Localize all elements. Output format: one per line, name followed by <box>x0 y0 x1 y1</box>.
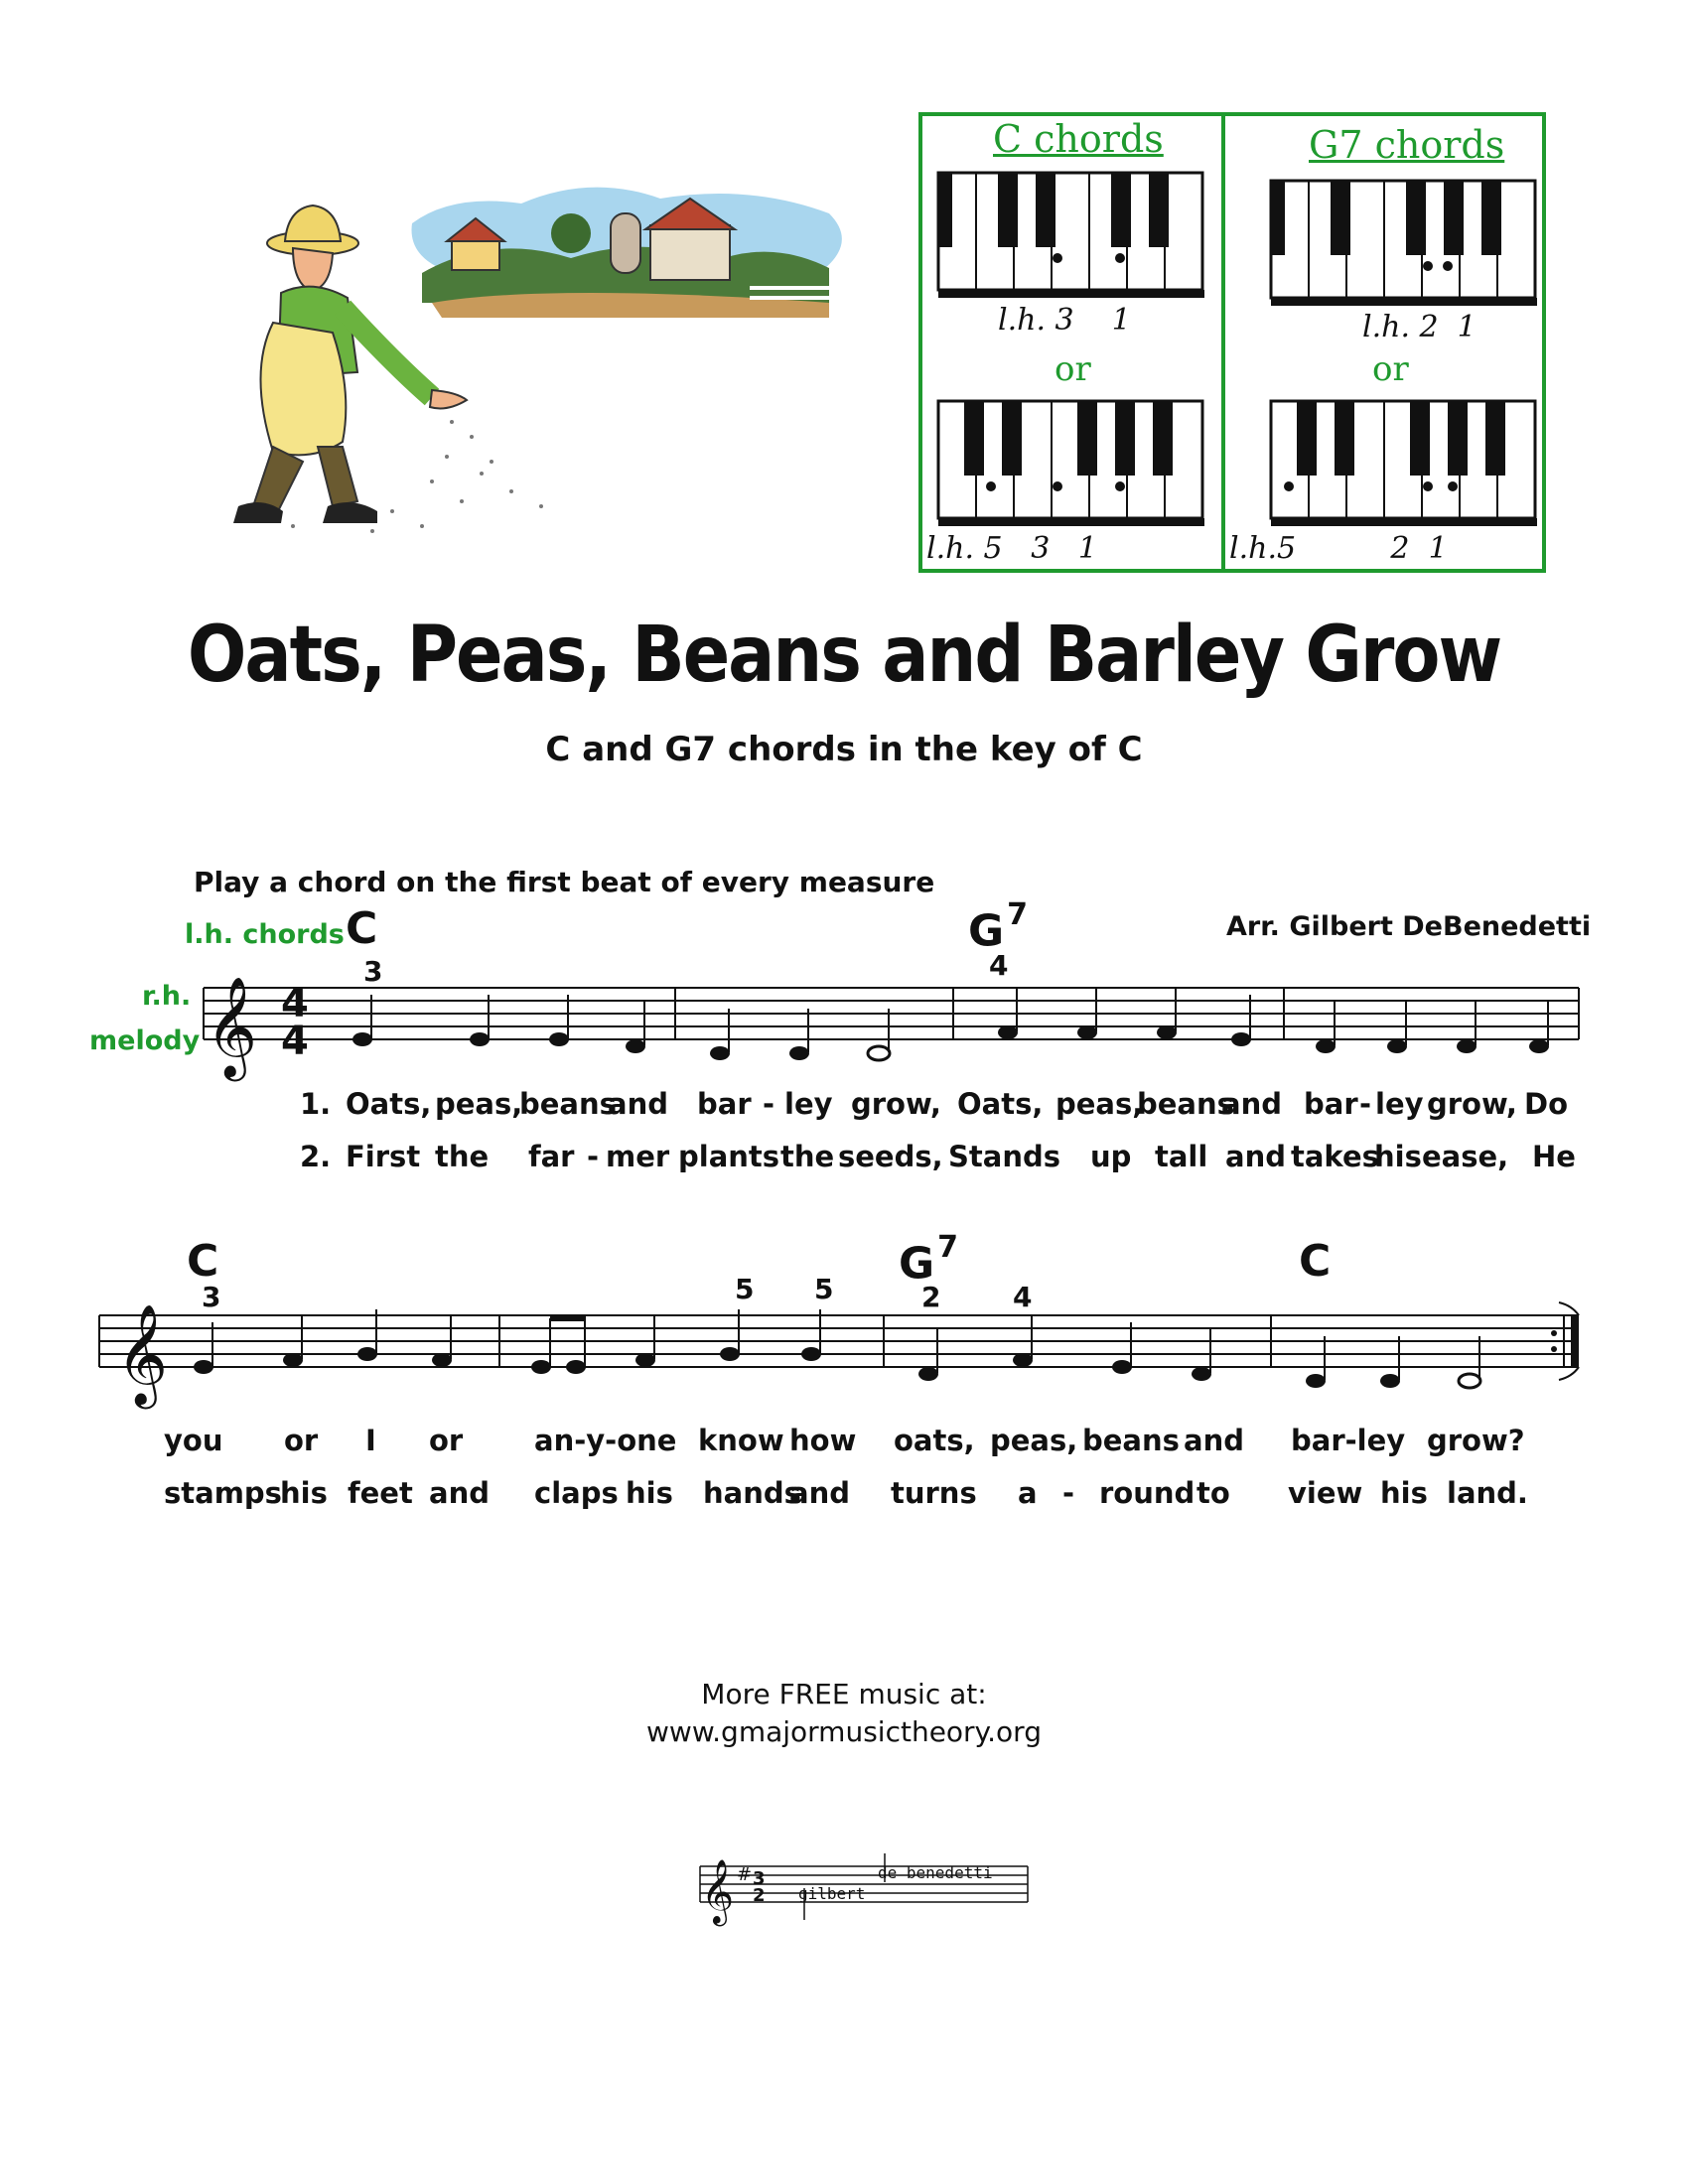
lyric-syllable: grow? <box>1427 1424 1525 1457</box>
song-subtitle: C and G7 chords in the key of C <box>545 730 1143 769</box>
lyric-syllable: peas, <box>435 1087 523 1121</box>
lyric-syllable: the <box>435 1140 490 1173</box>
lyric-syllable: his <box>280 1476 328 1510</box>
lyric-syllable: beans <box>1082 1424 1180 1457</box>
chord-symbol: G $^7$ <box>968 897 1028 957</box>
melody-label: melody <box>89 1025 201 1056</box>
footer-url[interactable]: www.gmajormusictheory.org <box>646 1715 1042 1748</box>
lyric-syllable: tall <box>1155 1140 1208 1173</box>
lyric-syllable: takes <box>1291 1140 1379 1173</box>
lyric-syllable: turns <box>891 1476 977 1510</box>
verse1-line1 <box>0 1087 1688 1127</box>
lyric-syllable: First <box>346 1140 421 1173</box>
lyric-syllable: Do <box>1524 1087 1568 1121</box>
lyric-syllable: oats, <box>894 1424 975 1457</box>
lyric-syllable: claps <box>534 1476 619 1510</box>
staff-line-1 <box>194 973 1584 1082</box>
lyric-syllable: grow, <box>851 1087 941 1121</box>
lyric-syllable: peas, <box>1055 1087 1144 1121</box>
g7-keyboard-bottom <box>1269 399 1539 528</box>
chord-symbol: C <box>1299 1236 1332 1287</box>
arranger: Arr. Gilbert DeBenedetti <box>1226 911 1592 942</box>
lyric-syllable: know <box>698 1424 784 1457</box>
finger-number: 2 <box>921 1281 941 1313</box>
lyric-syllable: bar <box>1304 1087 1358 1121</box>
c-bottom-fingering: l.h. 5 3 1 <box>926 531 1098 566</box>
lyric-syllable: and <box>1221 1087 1282 1121</box>
lyric-syllable: stamps <box>164 1476 282 1510</box>
signature-last: de benedetti <box>878 1863 993 1882</box>
lyric-syllable: an-y-one <box>534 1424 677 1457</box>
lyric-syllable: and <box>1184 1424 1244 1457</box>
lyric-syllable: and <box>429 1476 490 1510</box>
lyric-syllable: to <box>1196 1476 1230 1510</box>
signature-first: gilbert <box>798 1884 866 1903</box>
chord-symbol: C <box>346 903 378 954</box>
lyric-syllable: bar <box>697 1087 752 1121</box>
lyric-syllable: or <box>284 1424 319 1457</box>
c-keyboard-top <box>936 171 1206 300</box>
chord-symbol: G $^7$ <box>899 1230 958 1290</box>
finger-number: 3 <box>202 1281 221 1313</box>
chord-box-divider <box>1221 112 1225 573</box>
svg-text:𝄞: 𝄞 <box>701 1859 735 1924</box>
lyric-syllable: hands <box>703 1476 801 1510</box>
lyric-syllable: peas, <box>990 1424 1078 1457</box>
lyric-syllable: - <box>587 1140 600 1173</box>
finger-number: 5 <box>814 1273 834 1305</box>
lyric-syllable: you <box>164 1424 223 1457</box>
lh-chords-label: l.h. chords <box>185 919 345 950</box>
lyric-syllable: 1. <box>300 1087 332 1121</box>
g7-keyboard-top <box>1269 179 1539 308</box>
finger-number: 5 <box>735 1273 755 1305</box>
lyric-syllable: Oats, <box>346 1087 432 1121</box>
g7-top-fingering: l.h. 2 1 <box>1362 310 1477 344</box>
lyric-syllable: seeds, <box>838 1140 943 1173</box>
lyric-syllable: Oats, <box>957 1087 1044 1121</box>
footer-text: More FREE music at: <box>701 1678 987 1710</box>
lyric-syllable: and <box>608 1087 668 1121</box>
lyric-syllable: his <box>626 1476 673 1510</box>
farmer-illustration <box>194 164 869 551</box>
svg-text:2: 2 <box>753 1885 766 1906</box>
g7-bottom-fingering: l.h.5 2 1 <box>1229 531 1448 566</box>
verse1-line2 <box>0 1424 1688 1463</box>
lyric-syllable: or <box>429 1424 464 1457</box>
staff-line-2 <box>94 1300 1584 1430</box>
lyric-syllable: Stands <box>948 1140 1060 1173</box>
lyric-syllable: and <box>789 1476 850 1510</box>
lyric-syllable: 2. <box>300 1140 332 1173</box>
c-keyboard-bottom <box>936 399 1206 528</box>
g7-or-label: or <box>1372 349 1409 389</box>
verse2-line2 <box>0 1476 1688 1516</box>
lyric-syllable: - <box>1359 1087 1372 1121</box>
lyric-syllable: - <box>1062 1476 1075 1510</box>
lyric-syllable: feet <box>348 1476 413 1510</box>
lyric-syllable: - <box>763 1087 775 1121</box>
lyric-syllable: his <box>1380 1476 1428 1510</box>
song-title: Oats, Peas, Beans and Barley Grow <box>187 609 1501 700</box>
lyric-syllable: his <box>1374 1140 1422 1173</box>
svg-text:#: # <box>737 1864 753 1885</box>
finger-number: 4 <box>1013 1281 1033 1313</box>
lyric-syllable: beans <box>519 1087 617 1121</box>
lyric-syllable: land. <box>1447 1476 1528 1510</box>
c-top-fingering: l.h. 3 1 <box>998 303 1131 338</box>
verse2-line1 <box>0 1140 1688 1179</box>
lyric-syllable: beans <box>1137 1087 1234 1121</box>
chord-symbol: C <box>187 1236 219 1287</box>
lyric-syllable: view <box>1288 1476 1363 1510</box>
svg-text:𝄞: 𝄞 <box>116 1302 169 1405</box>
lyric-syllable: ley <box>1375 1087 1424 1121</box>
finger-number: 4 <box>989 949 1009 982</box>
svg-text:3: 3 <box>753 1868 766 1889</box>
lyric-syllable: far <box>528 1140 575 1173</box>
lyric-syllable: bar-ley <box>1291 1424 1406 1457</box>
finger-number: 3 <box>363 955 383 988</box>
lyric-syllable: I <box>365 1424 376 1457</box>
signature-logo <box>695 1848 1033 1928</box>
lyric-syllable: plants <box>678 1140 780 1173</box>
rh-label: r.h. <box>142 981 192 1012</box>
lyric-syllable: grow, <box>1427 1087 1517 1121</box>
treble-clef: 𝄞 <box>206 975 258 1077</box>
lyric-syllable: ley <box>784 1087 833 1121</box>
svg-text:4: 4 <box>281 1019 309 1064</box>
c-or-label: or <box>1055 349 1091 389</box>
svg-text:4: 4 <box>281 981 309 1026</box>
lyric-syllable: and <box>1225 1140 1286 1173</box>
lyric-syllable: up <box>1090 1140 1132 1173</box>
lyric-syllable: round <box>1099 1476 1196 1510</box>
lyric-syllable: He <box>1532 1140 1576 1173</box>
g7-chords-title: G7 chords <box>1309 123 1505 167</box>
lyric-syllable: the <box>780 1140 835 1173</box>
lyric-syllable: ease, <box>1422 1140 1509 1173</box>
lyric-syllable: mer <box>606 1140 670 1173</box>
lyric-syllable: a <box>1018 1476 1038 1510</box>
c-chords-title: C chords <box>993 117 1164 161</box>
instruction-text: Play a chord on the first beat of every measure <box>194 866 935 898</box>
lyric-syllable: how <box>789 1424 857 1457</box>
